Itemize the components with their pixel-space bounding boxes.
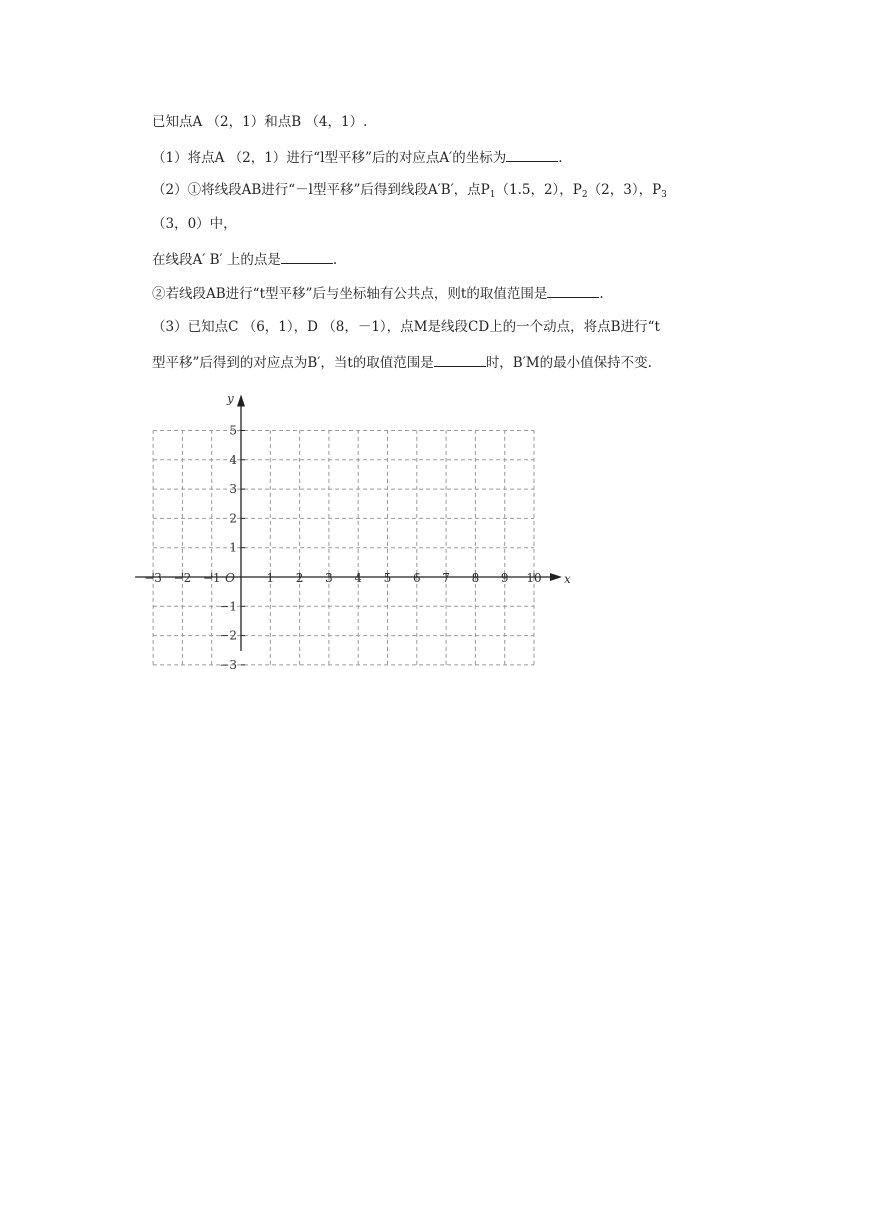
problem-intro: 已知点A （2，1）和点B （4，1）.	[152, 114, 368, 130]
x-tick-label: 9	[500, 571, 509, 585]
question-3-line2	[152, 352, 652, 372]
question-1	[152, 147, 563, 167]
x-axis-label: x	[564, 572, 571, 586]
y-tick-label: 1	[229, 540, 237, 555]
x-tick-label: 4	[354, 571, 363, 585]
y-tick-label: −1	[219, 599, 237, 614]
q2-text-c: （2，3），P	[587, 182, 662, 198]
x-tick-label: 3	[325, 571, 333, 585]
question-2-line1	[152, 181, 667, 204]
question-2-line1-cont: （3，0）中，	[152, 216, 237, 232]
p2-subscript: 2	[581, 190, 588, 200]
x-tick-label: 6	[412, 571, 421, 585]
question-1-text: （1）将点A （2，1）进行“l型平移”后的对应点A′的坐标为	[152, 150, 507, 166]
origin-label: O	[225, 571, 235, 585]
q2-line2-text: 在线段A′ B′ 上的点是	[152, 252, 281, 268]
question-2-line2	[152, 249, 337, 269]
q2-text-b: （1.5，2），P	[495, 182, 582, 198]
y-axis-arrow	[237, 395, 245, 407]
y-tick-label: 4	[229, 452, 237, 467]
x-axis-arrow	[550, 573, 562, 581]
y-tick-label: 5	[229, 423, 237, 438]
question-2-part2	[152, 283, 604, 303]
q2-line2-end: .	[332, 252, 338, 268]
question-1-end: .	[558, 150, 563, 166]
y-tick-label: 2	[229, 511, 237, 526]
y-tick-label: −2	[219, 628, 237, 643]
x-tick-label: 10	[526, 571, 542, 585]
q3-line2-text-a: 型平移”后得到的对应点为B′，当t的取值范围是	[152, 355, 434, 371]
p1-subscript: 1	[489, 190, 496, 200]
x-tick-label: 5	[383, 571, 392, 585]
x-tick-label: 7	[442, 571, 450, 585]
y-axis-label: y	[227, 391, 234, 406]
q2-text-a: （2）①将线段AB进行“－l型平移”后得到线段A′B′，点P	[152, 182, 490, 198]
x-tick-label: −2	[173, 571, 192, 585]
answer-blank-2[interactable]	[281, 249, 333, 264]
x-tick-label: −1	[202, 571, 221, 585]
coordinate-grid	[144, 378, 590, 678]
p3-subscript: 3	[661, 190, 667, 200]
y-tick-label: −3	[219, 657, 237, 672]
x-tick-label: 1	[266, 571, 275, 585]
q2-part2-end: .	[599, 286, 604, 302]
question-3-line1: （3）已知点C （6，1），D （8，－1），点M是线段CD上的一个动点，将点B进行“t	[152, 319, 660, 335]
answer-blank-3[interactable]	[547, 283, 599, 298]
q3-line2-text-b: 时，B′M的最小值保持不变.	[485, 355, 652, 371]
x-tick-label: −3	[144, 571, 162, 585]
x-tick-label: 2	[295, 571, 304, 585]
answer-blank-4[interactable]	[434, 352, 486, 367]
y-tick-label: 3	[229, 482, 237, 497]
answer-blank-1[interactable]	[506, 147, 558, 162]
x-tick-label: 8	[471, 571, 480, 585]
q2-part2-text: ②若线段AB进行“t型平移”后与坐标轴有公共点，则t的取值范围是	[152, 286, 548, 302]
